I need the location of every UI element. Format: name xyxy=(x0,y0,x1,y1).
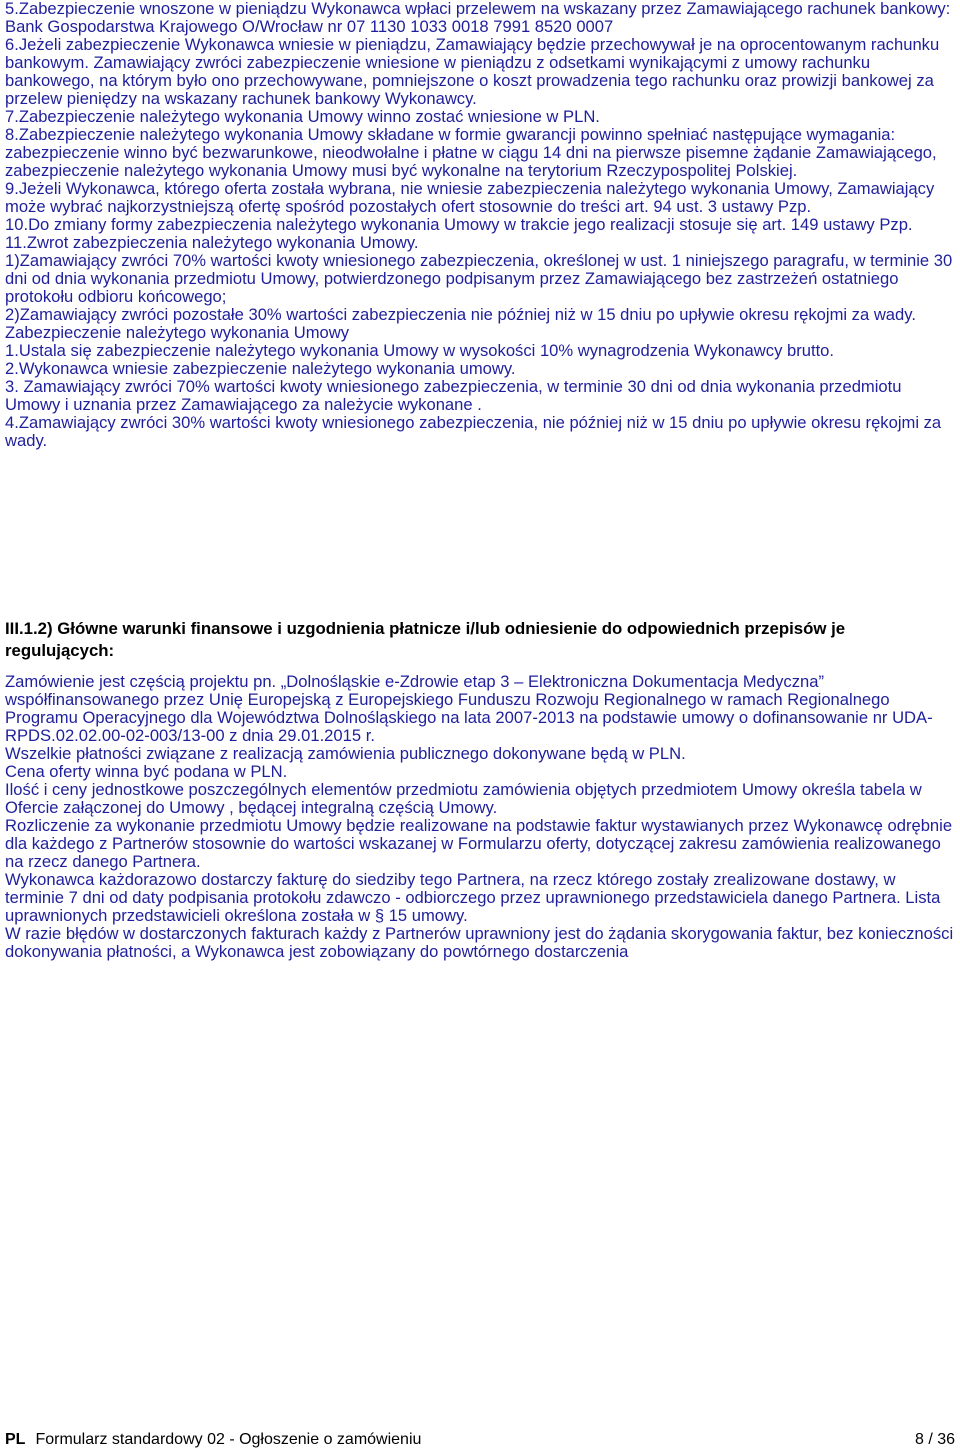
paragraph: 2.Wykonawca wniesie zabezpieczenie należytego wykonania umowy. xyxy=(5,359,516,378)
paragraph: 8.Zabezpieczenie należytego wykonania Umowy składane w formie gwarancji powinno spełniać następujące wymagania: zabezpieczenie winno być bezwarunkowe, nieodwołalne i płatne w ciągu 14 dni na pierwsze pisemne żądanie Zamawiającego, zabezpieczenie należytego wykonania Umowy musi być wykonalne na terytorium Rzeczypospolitej Polskiej. xyxy=(5,125,937,180)
paragraph: Wykonawca każdorazowo dostarczy fakturę do siedziby tego Partnera, na rzecz którego zostały zrealizowane dostawy, w terminie 7 dni od daty podpisania protokołu zdawczo - odbiorczego przez uprawnionego przedstawiciela danego Partnera. Lista uprawnionych przedstawicieli określona została w § 15 umowy. xyxy=(5,870,941,925)
paragraph: 2)Zamawiający zwróci pozostałe 30% wartości zabezpieczenia nie później niż w 15 dniu po upływie okresu rękojmi za wady. xyxy=(5,305,916,324)
paragraph: 5.Zabezpieczenie wnoszone w pieniądzu Wykonawca wpłaci przelewem na wskazany przez Zamawiającego rachunek bankowy: Bank Gospodarstwa Krajowego O/Wrocław nr 07 1130 1033 0018 7991 8520 0007 xyxy=(5,0,951,36)
paragraph: 3. Zamawiający zwróci 70% wartości kwoty wniesionego zabezpieczenia, w terminie 30 dni od dnia wykonania przedmiotu Umowy i uznania przez Zamawiającego za należycie wykonane . xyxy=(5,377,902,414)
paragraph: W razie błędów w dostarczonych fakturach każdy z Partnerów uprawniony jest do żądania skorygowania faktur, bez konieczności dokonywania płatności, a Wykonawca jest zobowiązany do powtórnego dostarczenia xyxy=(5,924,954,961)
footer-form-title: Formularz standardowy 02 - Ogłoszenie o zamówieniu xyxy=(35,1431,422,1448)
page-footer xyxy=(5,1429,955,1451)
footer-left xyxy=(5,1429,421,1451)
security-conditions-text xyxy=(5,0,955,450)
paragraph: 10.Do zmiany formy zabezpieczenia należytego wykonania Umowy w trakcie jego realizacji stosuje się art. 149 ustawy Pzp. xyxy=(5,215,913,234)
footer-language-code: PL xyxy=(5,1431,26,1448)
page-number: 8 / 36 xyxy=(914,1431,955,1448)
paragraph: 11.Zwrot zabezpieczenia należytego wykonania Umowy. xyxy=(5,233,419,252)
paragraph: 9.Jeżeli Wykonawca, którego oferta została wybrana, nie wniesie zabezpieczenia należytego wykonania Umowy, Zamawiający może wybrać najkorzystniejszą ofertę spośród pozostałych ofert stosownie do treści art. 94 ust. 3 ustawy Pzp. xyxy=(5,179,935,216)
paragraph: Zamówienie jest częścią projektu pn. „Dolnośląskie e-Zdrowie etap 3 – Elektroniczna Dokumentacja Medyczna” współfinansowanego przez Unię Europejską z Europejskiego Funduszu Rozwoju Regionalnego w ramach Regionalnego Programu Operacyjnego dla Województwa Dolnośląskiego na lata 2007-2013 na podstawie umowy o dofinansowanie nr UDA-RPDS.02.02.00-02-003/13-00 z dnia 29.01.2015 r. xyxy=(5,672,933,745)
paragraph: Rozliczenie za wykonanie przedmiotu Umowy będzie realizowane na podstawie faktur wystawianych przez Wykonawcę odrębnie dla każdego z Partnerów stosownie do wartości wskazanej w Formularzu oferty, dotyczącej zakresu zamówienia realizowanego na rzecz danego Partnera. xyxy=(5,816,953,871)
paragraph: Wszelkie płatności związane z realizacją zamówienia publicznego dokonywane będą w PLN. xyxy=(5,744,686,763)
paragraph: 7.Zabezpieczenie należytego wykonania Umowy winno zostać wniesione w PLN. xyxy=(5,107,600,126)
paragraph: 1)Zamawiający zwróci 70% wartości kwoty wniesionego zabezpieczenia, określonej w ust. 1 niniejszego paragrafu, w terminie 30 dni od dnia wykonania przedmiotu Umowy, potwierdzonego podpisanym przez Zamawiającego bez zastrzeżeń ostatniego protokołu odbioru końcowego; xyxy=(5,251,953,306)
section-heading: III.1.2) Główne warunki finansowe i uzgodnienia płatnicze i/lub odniesienie do odpowiednich przepisów je regulujących: xyxy=(5,619,846,660)
paragraph: 6.Jeżeli zabezpieczenie Wykonawca wniesie w pieniądzu, Zamawiający będzie przechowywał je na oprocentowanym rachunku bankowym. Zamawiający zwróci zabezpieczenie wniesione w pieniądzu z odsetkami wynikającymi z umowy rachunku bankowego, na którym było ono przechowywane, pomniejszone o koszt prowadzenia tego rachunku oraz prowizji bankowej za przelew pieniędzy na wskazany rachunek bankowy Wykonawcy. xyxy=(5,35,940,108)
financial-conditions-text xyxy=(5,673,955,961)
paragraph: 1.Ustala się zabezpieczenie należytego wykonania Umowy w wysokości 10% wynagrodzenia Wykonawcy brutto. xyxy=(5,341,835,360)
paragraph: Cena oferty winna być podana w PLN. xyxy=(5,762,288,781)
paragraph: Ilość i ceny jednostkowe poszczególnych elementów przedmiotu zamówienia objętych przedmiotem Umowy określa tabela w Ofercie załączonej do Umowy , będącej integralną częścią Umowy. xyxy=(5,780,922,817)
paragraph: 4.Zamawiający zwróci 30% wartości kwoty wniesionego zabezpieczenia, nie później niż w 15 dniu po upływie okresu rękojmi za wady. xyxy=(5,413,942,450)
paragraph: Zabezpieczenie należytego wykonania Umowy xyxy=(5,323,350,342)
